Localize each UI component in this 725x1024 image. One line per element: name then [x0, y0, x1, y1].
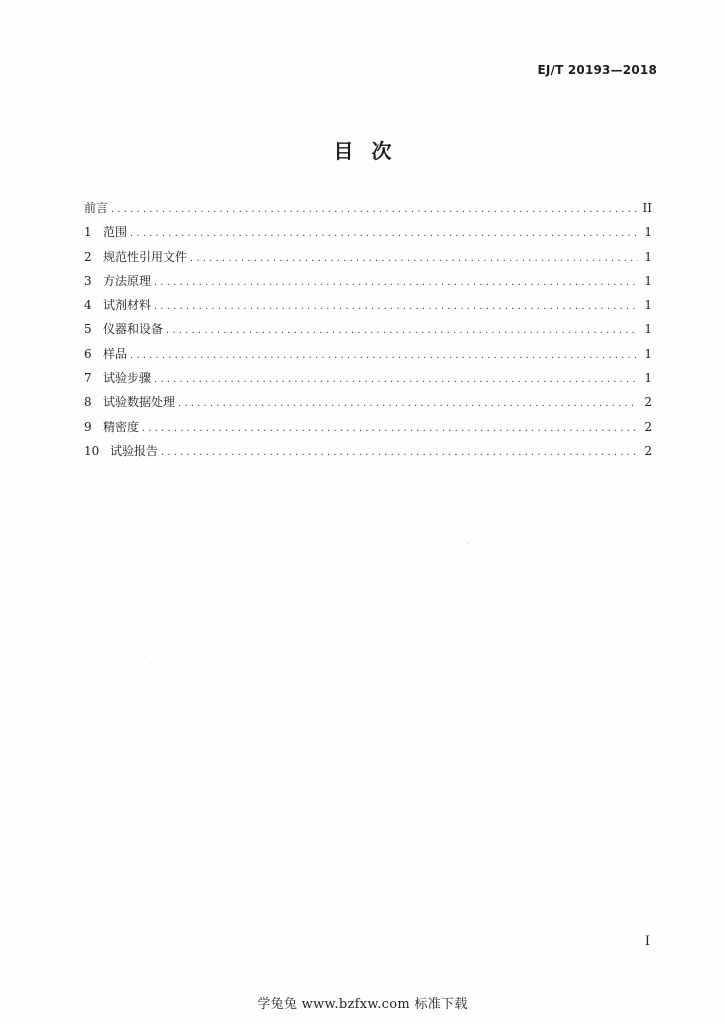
- toc-entry-number: 6: [84, 346, 92, 361]
- toc-entry-label: 试验数据处理: [103, 395, 176, 410]
- footer-watermark: 学兔兔 www.bzfxw.com 标准下载: [257, 997, 468, 1012]
- toc-leader-dots: [178, 392, 638, 414]
- toc-entry-page: 2: [644, 419, 652, 434]
- toc-leader-dots: [154, 368, 638, 390]
- toc-entry-preface[interactable]: [84, 196, 652, 220]
- scan-speck: [468, 543, 469, 544]
- toc-entry-1[interactable]: [84, 220, 652, 244]
- toc-entry-label: 精密度: [103, 419, 140, 434]
- toc-entry-page: 1: [644, 371, 652, 386]
- toc-entry-number: 5: [84, 322, 92, 337]
- toc-entry-page: II: [642, 201, 652, 215]
- toc-leader-dots: [154, 295, 638, 317]
- toc-entry-label: 试验报告: [110, 443, 159, 458]
- toc-entry-number: 2: [84, 249, 92, 264]
- toc-leader-dots: [161, 441, 638, 463]
- toc-entry-page: 1: [644, 273, 652, 288]
- toc-entry-page: 1: [644, 298, 652, 313]
- toc-entry-label: 前言: [84, 201, 109, 215]
- document-code: EJ/T 20193—2018: [537, 63, 657, 77]
- page-number: I: [644, 934, 650, 949]
- toc-entry-number: 7: [84, 371, 92, 386]
- toc-entry-label: 试验步骤: [103, 371, 152, 386]
- toc-entry-number: 10: [84, 443, 100, 458]
- toc-entry-number: 9: [84, 419, 92, 434]
- scan-speck: [517, 737, 518, 738]
- toc-entry-7[interactable]: [84, 366, 652, 390]
- toc-entry-label: 范围: [103, 225, 128, 240]
- scan-speck: [150, 662, 151, 663]
- toc-entry-label: 样品: [103, 346, 128, 361]
- toc-entry-label: 仪器和设备: [103, 322, 164, 337]
- toc-entry-label: 规范性引用文件: [103, 249, 188, 264]
- scan-speck: [698, 830, 699, 831]
- toc-entry-2[interactable]: [84, 245, 652, 269]
- toc-entry-10[interactable]: [84, 439, 652, 463]
- toc-entry-page: 1: [644, 249, 652, 264]
- page-title: 目次: [333, 139, 410, 163]
- toc-entry-page: 1: [644, 225, 652, 240]
- toc-entry-9[interactable]: [84, 415, 652, 439]
- toc-leader-dots: [142, 417, 638, 439]
- toc-entry-number: 1: [84, 225, 92, 240]
- toc-entry-page: 2: [644, 395, 652, 410]
- toc-entry-page: 2: [644, 443, 652, 458]
- toc-entry-3[interactable]: [84, 269, 652, 293]
- toc-entry-page: 1: [644, 346, 652, 361]
- toc-entry-4[interactable]: [84, 293, 652, 317]
- toc-leader-dots: [130, 222, 638, 244]
- table-of-contents: [84, 196, 652, 463]
- toc-leader-dots: [130, 344, 638, 366]
- toc-leader-dots: [111, 198, 638, 220]
- toc-entry-8[interactable]: [84, 390, 652, 414]
- toc-leader-dots: [154, 271, 638, 293]
- toc-leader-dots: [166, 319, 638, 341]
- toc-leader-dots: [190, 247, 638, 269]
- toc-entry-label: 方法原理: [103, 273, 152, 288]
- toc-entry-6[interactable]: [84, 342, 652, 366]
- toc-entry-label: 试剂材料: [103, 298, 152, 313]
- toc-entry-5[interactable]: [84, 317, 652, 341]
- toc-entry-number: 4: [84, 298, 92, 313]
- toc-entry-number: 3: [84, 273, 92, 288]
- toc-entry-page: 1: [644, 322, 652, 337]
- toc-entry-number: 8: [84, 395, 92, 410]
